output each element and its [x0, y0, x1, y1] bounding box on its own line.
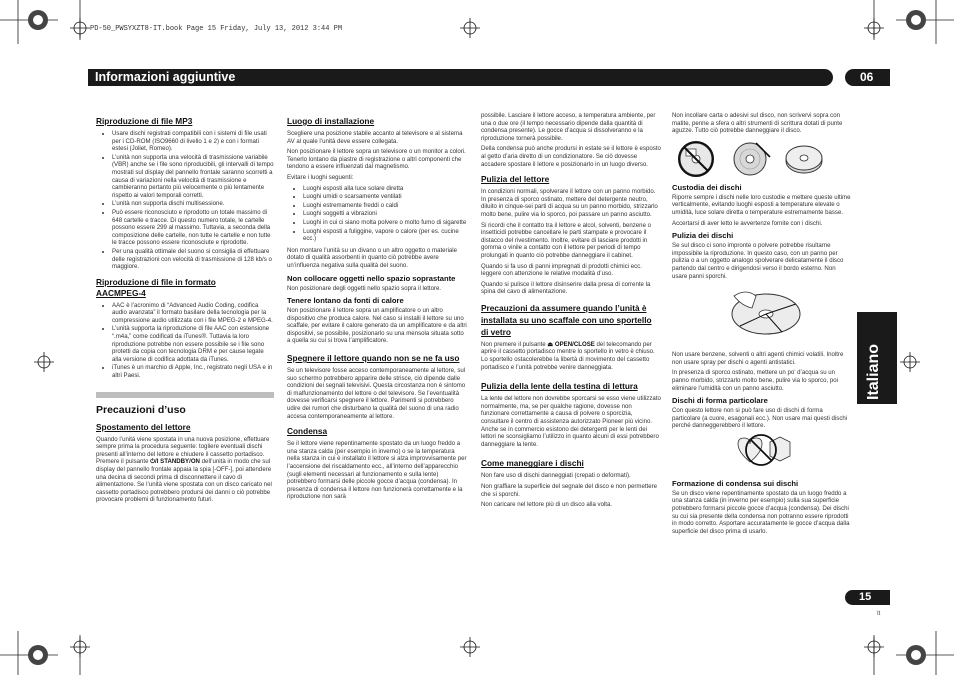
page-number-badge: [845, 590, 890, 605]
heading-precauzioni: Precauzioni d’uso: [96, 403, 186, 416]
paragraph: Con questo lettore non si può fare uso di dischi di forma particolare (a cuore, esagonali ecc.). Non usare mai questi dischi perché danneggerebbero il lettore.: [672, 407, 848, 430]
paragraph: Quando si pulisce il lettore disinserire dalla presa di corrente la spina del cavo di alimentazione.: [481, 280, 651, 296]
heading-luogo: Luogo di installazione: [287, 116, 375, 126]
heading-no-oggetti: Non collocare oggetti nello spazio soprastante: [287, 273, 456, 283]
heading-aac-line1: Riproduzione di file in formato: [96, 276, 216, 287]
list-item: • L’unità supporta la riproduzione di file AAC con estensione “.m4a,” come codificati da iTunes®. Tuttavia la loro riproduzione potrebbe non essere possibile se i file sono protetti da copia con tecnologia DRM e per cause legate alla versione di codifica adottata da iTunes.: [112, 325, 274, 363]
heading-mp3: Riproduzione di file MP3: [96, 116, 193, 126]
heading-fonti-calore: Tenere lontano da fonti di calore: [287, 296, 404, 306]
registration-target-br: [906, 645, 926, 665]
paragraph: Non posizionare il lettore sopra un amplificatore o un altro dispositivo che produca calore. Nel caso si installi il lettore su uno scaffale, per evitare il calore generato da un amplificatore e da altri dispositivi, se possibile, posizionarlo su una mensola situata sotto a quella su cui si trova l’amplificatore.: [287, 307, 467, 345]
column-2: [287, 112, 467, 504]
page-language-code: It: [877, 611, 881, 617]
heading-custodia: Custodia dei dischi: [672, 182, 742, 192]
heading-scaffale-vetro: Precauzioni da assumere quando l’unità è installata su uno scaffale con uno sportello di vetro: [481, 302, 652, 337]
list-item: • AAC è l’acronimo di “Advanced Audio Coding, codifica audio avanzata” il formato basilare della tecnologia per la compressione audio utilizzata con i file MPEG-2 e MPEG-4.: [112, 302, 274, 325]
list-item: • iTunes è un marchio di Apple, Inc., registrato negli USA e in altri Paesi.: [112, 364, 274, 379]
paragraph: Non posizionare il lettore sopra un televisore o un monitor a colori. Tenerlo lontano da piastre di registrazione o altri componenti che tendono a essere influenzati dal magnetismo.: [287, 148, 466, 171]
paragraph: Si ricordi che il contatto tra il lettore e alcol, solventi, benzene o insetticidi potrebbe cancellare le parti stampate e provocare il distacco del rivestimento. Inoltre, evitare di lasciare prodotti in gomma o vinile a contatto con il lettore per periodi di tempo prolungati in quanto ciò potrebbe danneggiare il cabinet.: [481, 221, 652, 259]
heading-aac: [96, 277, 274, 299]
paragraph: Non fare uso di dischi danneggiati (crepati o deformati).: [481, 472, 631, 480]
scaffale-paragraph: [481, 341, 661, 371]
open-close-label: OPEN/CLOSE: [554, 340, 595, 348]
text-run: dell’unità in modo che sul display del pannello frontale appaia la spia [-OFF-], poi attendere una decina di secondi prima di disconnettere il cavo di alimentazione. Se l’unità viene spostata con un disco caricato nel cassetto portadisco potrebbero prodursi dei danni o ciò potrebbe provocare problemi di funzionamento futuri.: [96, 458, 272, 504]
paragraph: Se un disco viene repentinamente spostato da un luogo freddo a una stanza calda (in inverno per esempio) sulla sua superficie potrebbero formarsi piccole gocce d’acqua (condensa). Dei dischi su cui sia presente della condensa non potranno essere riprodotti in modo corretto. Asportare accuratamente le gocce d’acqua dalla superficie del disco prima di usarlo.: [672, 489, 850, 535]
text-run: del telecomando per aprire il cassetto portadisco mentre lo sportello in vetro è chiuso. Lo sportello ostacolerebbe la libertà di movimento del cassetto portadisco e l’unità potrebbe venire danneggiata.: [481, 340, 655, 371]
list-item: • Usare dischi registrati compatibili con i sistemi di file usati per i CD-ROM (ISO9660 di livello 1 e 2) e con i formati estesi (Joliet, Romeo).: [112, 130, 274, 153]
list-item: • L’unità non supporta una velocità di trasmissione variabile (VBR) anche se i file sono riproducibili, gli intervalli di tempo mostrati sul display del pannello frontale saranno scorretti a causa di variazioni nella velocità di trasmissione e cambieranno pertanto più velocemente o più lentamente rispetto ai valori temporali corretti.: [112, 154, 274, 200]
column-3: [481, 112, 661, 512]
chapter-number: 06: [860, 70, 874, 84]
disc-stack-icon: [780, 141, 828, 177]
heading-pulizia-dischi: Pulizia dei dischi: [672, 231, 734, 241]
paragraph: Se sul disco ci sono impronte o polvere potrebbe risultarne impossibile la riproduzione. In questo caso, con un panno per pulizia o a un oggetto analogo spolverare delicatamente il disco partendo dal centro e dirigendosi verso il bordo esterno. Non usare panni sporchi.: [672, 242, 844, 280]
list-item: • Luoghi esposti a fuliggine, vapore o calore (per es. cucine ecc.): [303, 228, 467, 243]
text-run: Non premere il pulsante: [481, 340, 546, 348]
heading-aac-line2: AACMPEG-4: [96, 287, 146, 298]
paragraph: possibile. Lasciare il lettore acceso, a temperatura ambiente, per una o due ore (il tempo necessario dipende dalla quantità di condensa presente). Le gocce d’acqua si dissolveranno e la riproduzione tornerà possibile.: [481, 112, 656, 142]
heading-condensa: Condensa: [287, 426, 328, 437]
list-item: • Luoghi umidi o scarsamente ventilati: [303, 193, 467, 201]
paragraph: Della condensa può anche prodursi in estate se il lettore è esposto al getto d’aria diretto di un condizionatore. Se ciò dovesse accadere spostare il lettore e posizionarlo in un luogo diverso.: [481, 145, 661, 168]
paragraph: La lente del lettore non dovrebbe sporcarsi se esso viene utilizzato normalmente, ma, se per qualche ragione, dovesse non funzionare correttamente a causa di polvere o sporcizia, consultare il centro di assistenza autorizzato Pioneer più vicino. Anche se in commercio esistono dei detergenti per le lenti dei lettori ne sconsigliamo l’utilizzo in quanto alcuni di essi potrebbero danneggiare la lente.: [481, 395, 661, 448]
list-item: • Può essere riconosciuto e riprodotto un totale massimo di 648 cartelle e tracce. Di questo numero totale, le cartelle possono essere 299 al massimo. Tuttavia, a seconda della composizione delle cartelle, non tutte le cartelle e non tutte le tracce possono essere riconosciute e riprodotte.: [112, 209, 274, 247]
paragraph: Non caricare nel lettore più di un disco alla volta.: [481, 501, 613, 509]
disc-no-stickers-icon: [672, 141, 720, 177]
registration-target-bl: [28, 645, 48, 665]
list-item: • Luoghi estremamente freddi o caldi: [303, 202, 467, 210]
mp3-list: [96, 130, 274, 271]
list-item: • Luoghi esposti alla luce solare diretta: [303, 185, 467, 193]
luogo-list: [287, 185, 467, 243]
paragraph: Quando si fa uso di panni impregnati di prodotti chimici ecc. leggere con attenzione le relative modalità d’uso.: [481, 262, 642, 278]
paragraph: Non montare l’unità su un divano o un altro oggetto o materiale dotato di qualità assorbenti in quanto ciò potrebbe avere un’influenza negativa sulla qualità del suono.: [287, 246, 458, 269]
disc-scratch-icon: [726, 141, 774, 177]
heading-formazione-condensa: Formazione di condensa sui dischi: [672, 478, 799, 488]
column-4: [672, 112, 852, 538]
column-1: [96, 112, 274, 507]
heading-spostamento: Spostamento del lettore: [96, 421, 191, 432]
shape-illustration-wrap: [726, 434, 852, 473]
list-item: • Luoghi soggetti a vibrazioni: [303, 210, 467, 218]
paragraph: Non incollare carta o adesivi sul disco, non scrivervi sopra con matite, penne a sfera o altri strumenti di scrittura dotati di punte aguzze. Tutto ciò potrebbe danneggiare il disco.: [672, 112, 843, 135]
paragraph: In presenza di sporco ostinato, mettere un po’ d’acqua su un panno morbido, strizzarlo molto bene, pulire via lo sporco, poi eliminare l’umidità con un panno asciutto.: [672, 369, 838, 392]
paragraph: Scegliere una posizione stabile accanto al televisore e al sistema AV al quale l’unità deve essere collegata.: [287, 130, 463, 145]
disc-wipe-icon: [726, 286, 806, 338]
heading-spegnere: Spegnere il lettore quando non se ne fa uso: [287, 353, 460, 364]
language-side-tab: [857, 312, 897, 404]
paragraph: Riporre sempre i dischi nelle loro custodie e mettere queste ultime verticalmente, evitando luoghi esposti a temperature elevate o umidità, luce solare diretta o temperature estremamente basse.: [672, 193, 851, 216]
paragraph: Se il lettore viene repentinamente spostato da un luogo freddo a una stanza calda (per esempio in inverno) o se la temperatura nella stanza in cui è installato il lettore si alza improvvisamente per l’accensione del riscaldamento ecc., all’interno dell’apparecchio (sugli elementi necessari al funzionamento e sulla lente) potrebbero formarsi delle piccole gocce d’acqua (condensa). In presenza di condensa il lettore non funzionerà correttamente e la riproduzione non sarà: [287, 440, 467, 501]
wipe-illustration-wrap: [726, 286, 852, 343]
disc-illustrations: [672, 141, 852, 177]
paragraph: Non usare benzene, solventi o altri agenti chimici volatili. Inoltre non usare spray per dischi o agenti antistatici.: [672, 351, 844, 366]
section-title: Informazioni aggiuntive: [95, 70, 236, 84]
paragraph: Accertarsi di aver letto le avvertenze fornite con i dischi.: [672, 219, 823, 227]
paragraph: Se un televisore fosse acceso contemporaneamente al lettore, sul suo schermo potrebbero apparire delle strisce, ciò dipende dalle condizioni dei segnali televisivi. Questa circostanza non è sintomo di malfunzionamento del lettore o del televisore. Se l’eventualità dovesse verificarsi spegnere il lettore. Parimenti si potrebbero udire dei rumori che disturbano la qualità del suono di una radio accesa contemporaneamente al lettore.: [287, 367, 466, 420]
standby-on-label: STANDBY/ON: [160, 458, 200, 466]
no-shaped-disc-icon: [726, 434, 796, 468]
registration-target-tr: [906, 10, 926, 30]
language-label: Italiano: [865, 343, 882, 400]
heading-forma: Dischi di forma particolare: [672, 396, 768, 406]
heading-maneggiare: Come maneggiare i dischi: [481, 458, 584, 469]
paragraph: In condizioni normali, spolverare il lettore con un panno morbido. In presenza di sporco ostinato, mettere del detergente neutro, diluito in cinque-sei parti di acqua su un panno morbido, strizzarlo molto bene, pulire via lo sporco, poi passare un panno asciutto.: [481, 188, 658, 218]
file-info-bar: PD-50_PWSYXZT8-IT.book Page 15 Friday, July 13, 2012 3:44 PM: [90, 25, 343, 33]
heading-pulizia-lettore: Pulizia del lettore: [481, 174, 550, 185]
eject-icon: ⏏: [547, 340, 554, 348]
list-item: • Per una qualità ottimale del suono si consiglia di effettuare delle registrazioni con velocità di trasmissione di 128 kb/s o maggiore.: [112, 248, 274, 271]
section-divider: [96, 392, 274, 398]
chapter-badge: [845, 69, 890, 86]
list-item: • Luoghi in cui ci siano molta polvere o molto fumo di sigarette: [303, 219, 467, 227]
paragraph: Non posizionare degli oggetti nello spazio sopra il lettore.: [287, 284, 442, 292]
heading-lente: Pulizia della lente della testina di lettura: [481, 381, 638, 392]
list-item: • L’unità non supporta dischi multisessione.: [112, 200, 274, 208]
spostamento-paragraph: [96, 436, 274, 504]
registration-target-tl: [28, 10, 48, 30]
page-number: 15: [859, 591, 872, 603]
aac-list: [96, 302, 274, 380]
power-icon: ⏻/I: [150, 458, 159, 466]
text-run: Quando l’unità viene spostata in una nuova posizione, effettuare sempre prima la procedura seguente: togliere eventuali dischi presenti all’interno del lettore e chiudere il cassetto portadisco. Premere il pulsante: [96, 435, 270, 466]
paragraph: Evitare i luoghi seguenti:: [287, 173, 354, 181]
paragraph: Non graffiare la superficie del segnale del disco e non permettere che si sporchi.: [481, 483, 658, 498]
